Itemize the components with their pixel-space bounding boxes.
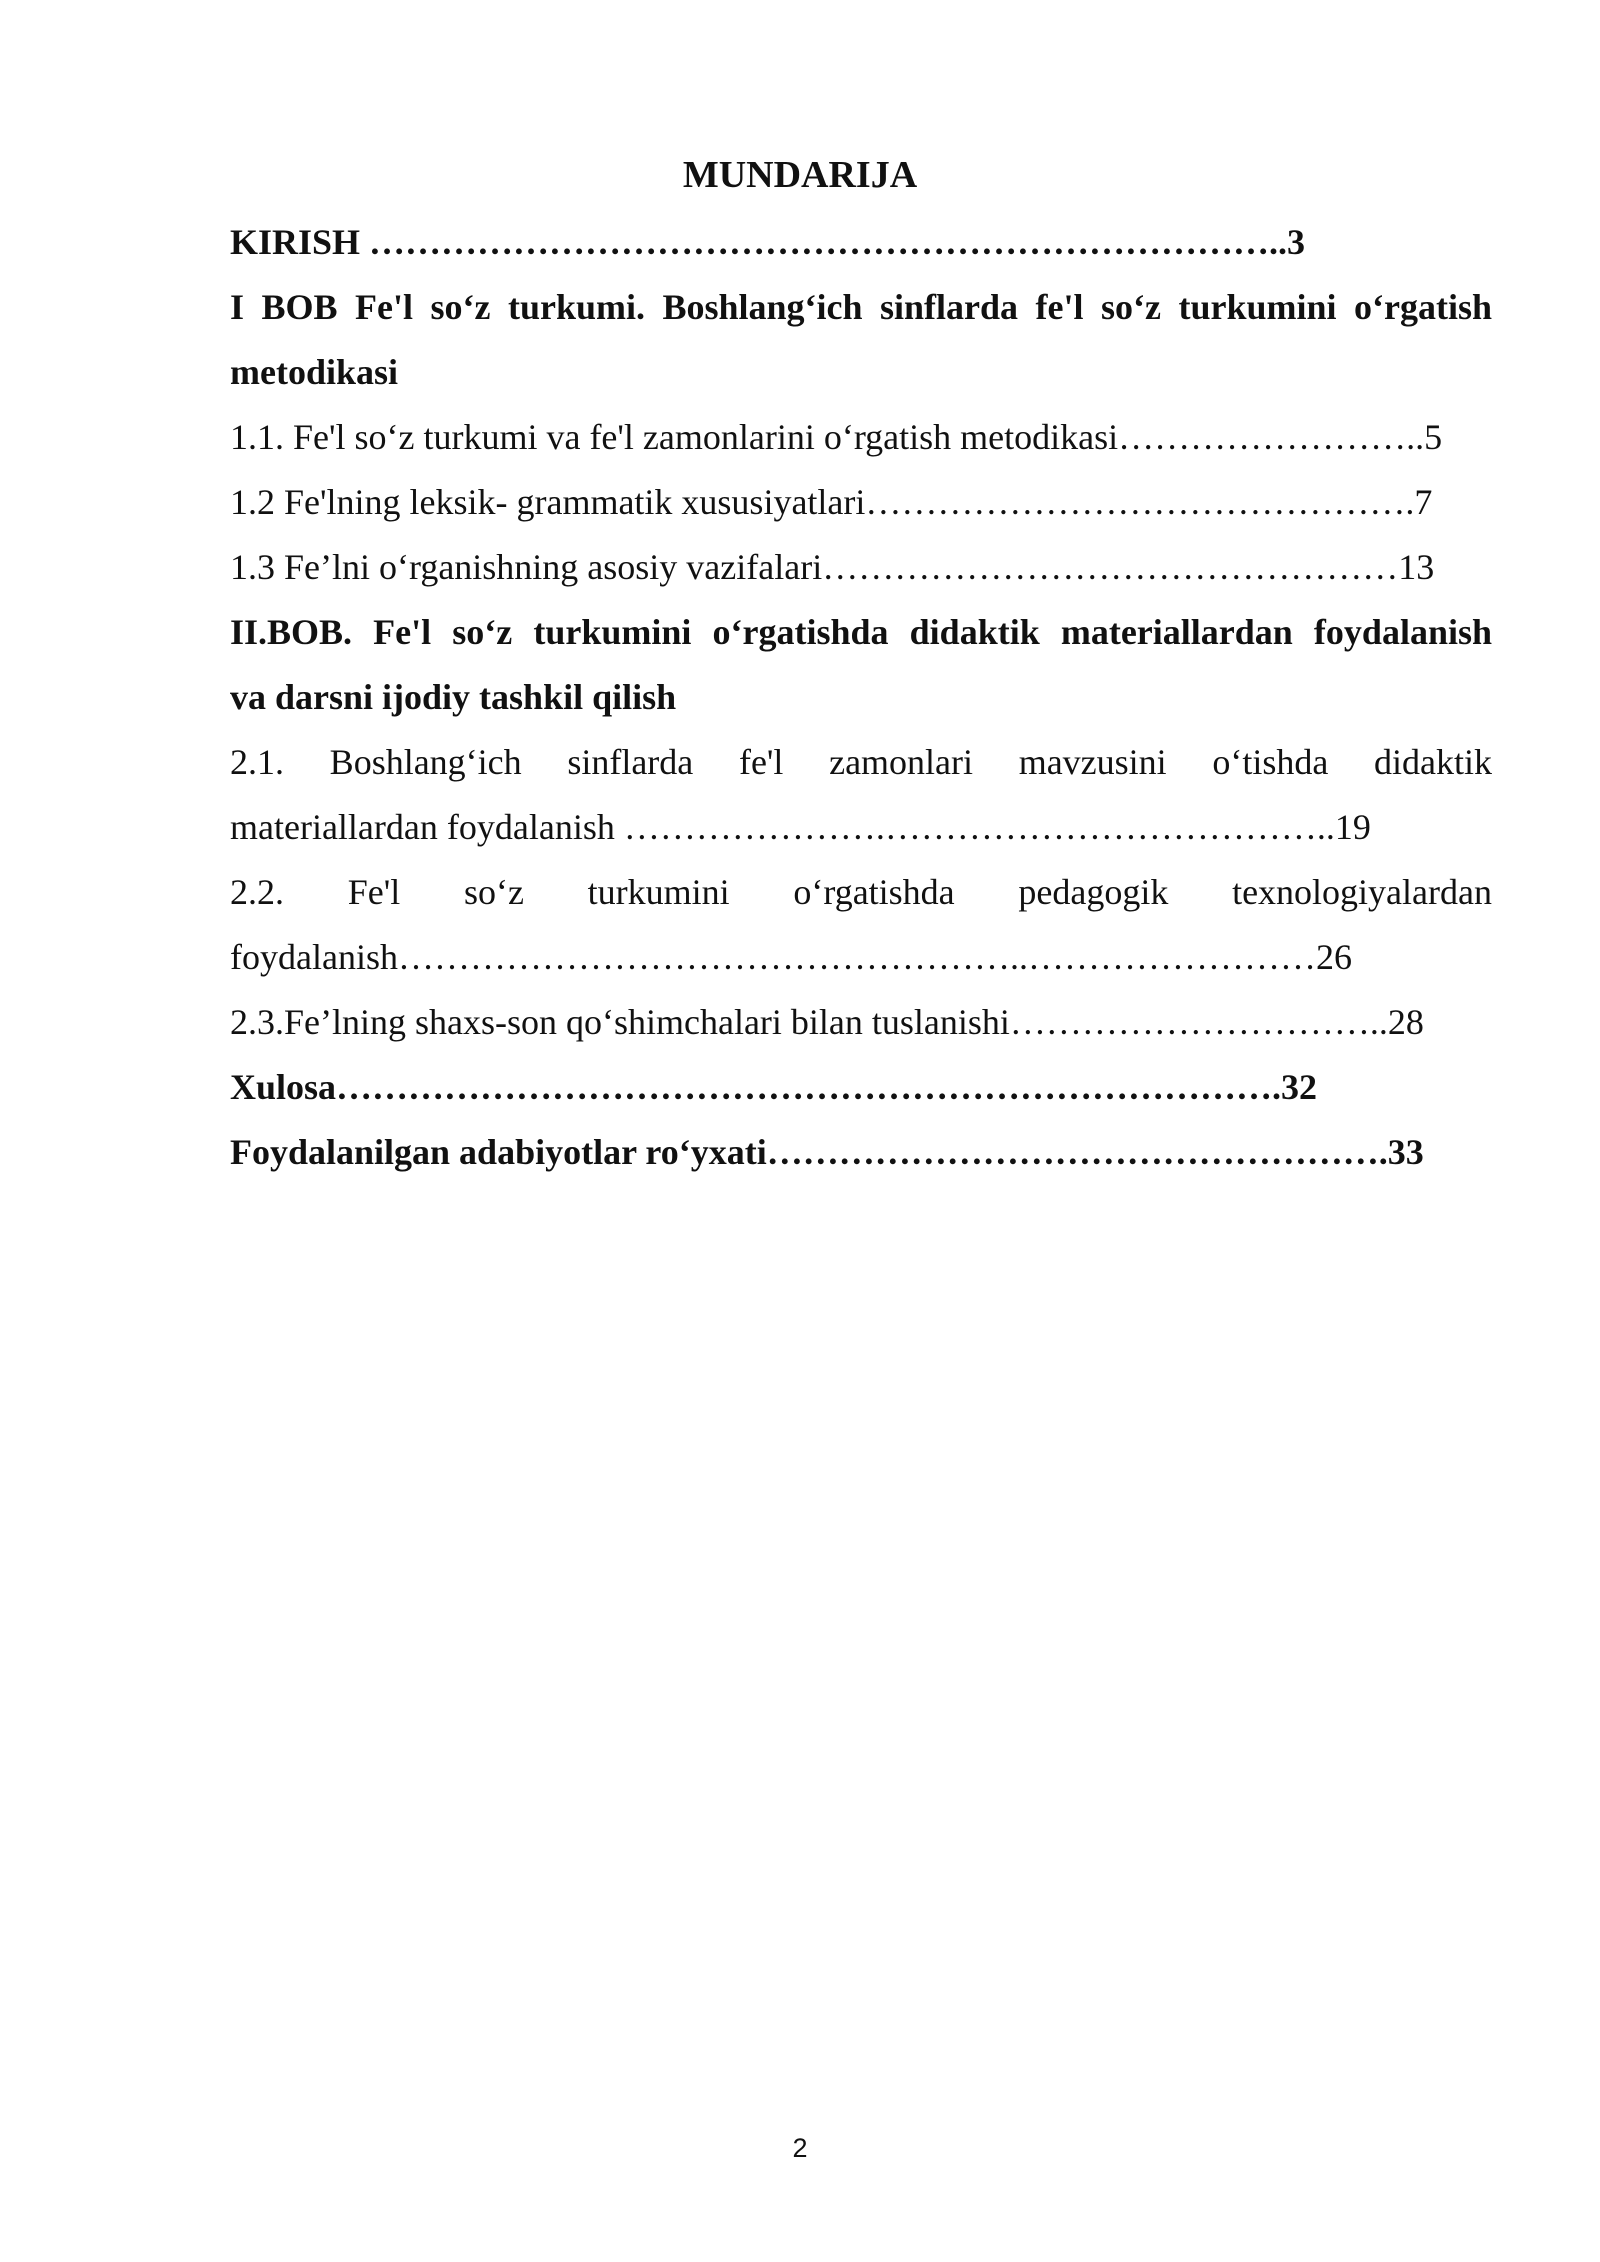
toc-entry-xulosa: Xulosa…………………………………………………………………….32 <box>230 1067 1318 1107</box>
toc-entry-section-1-2: 1.2 Fe'lning leksik- grammatik xususiyatlari……………………………………….7 <box>230 482 1433 522</box>
toc-entry-chapter-2-cont: va darsni ijodiy tashkil qilish <box>230 677 677 717</box>
table-of-contents <box>230 210 1492 1185</box>
toc-entry-section-2-1: 2.1. Boshlang‘ich sinflarda fe'l zamonlari mavzusini o‘tishda didaktik <box>230 742 1492 782</box>
toc-entry-section-2-2-cont: foydalanish……………………………………………..……………………26 <box>230 937 1352 977</box>
toc-title: MUNDARIJA <box>682 154 918 196</box>
toc-entry-section-2-2: 2.2. Fe'l so‘z turkumini o‘rgatishda pedagogik texnologiyalardan <box>230 872 1492 912</box>
toc-entry-chapter-1-cont: metodikasi <box>230 352 399 392</box>
toc-entry-chapter-1: I BOB Fe'l so‘z turkumi. Boshlang‘ich sinflarda fe'l so‘z turkumini o‘rgatish <box>230 287 1492 327</box>
toc-entry-kirish: KIRISH …………………………………………………………………..3 <box>230 222 1306 262</box>
toc-entry-section-2-1-cont: materiallardan foydalanish ………………….………………………………..19 <box>230 807 1371 847</box>
toc-entry-section-2-3: 2.3.Fe’lning shaxs-son qo‘shimchalari bilan tuslanishi…………………………..28 <box>230 1002 1424 1042</box>
toc-entry-section-1-1: 1.1. Fe'l so‘z turkumi va fe'l zamonlarini o‘rgatish metodikasi……………………..5 <box>230 417 1443 457</box>
page-number: 2 <box>792 2133 808 2163</box>
toc-entry-adabiyotlar: Foydalanilgan adabiyotlar ro‘yxati…………………………………………….33 <box>230 1132 1424 1172</box>
toc-entry-chapter-2: II.BOB. Fe'l so‘z turkumini o‘rgatishda didaktik materiallardan foydalanish <box>230 612 1492 652</box>
toc-entry-section-1-3: 1.3 Fe’lni o‘rganishning asosiy vazifalari…………………………………………13 <box>230 547 1435 587</box>
